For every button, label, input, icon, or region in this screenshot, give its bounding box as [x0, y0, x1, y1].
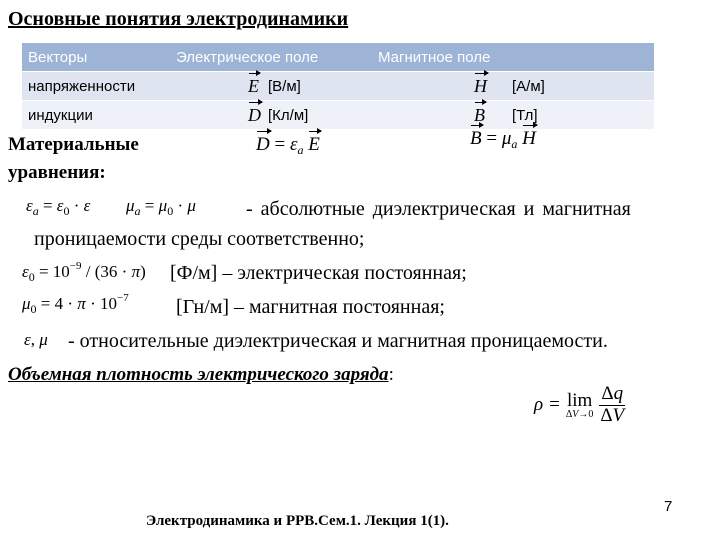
row-label-intensity: напряженности: [28, 78, 136, 95]
formula-abs-mu: $\mu_a = \mu_0 \cdot \mu$: [126, 196, 196, 218]
unit-D: [Кл/м]: [268, 107, 309, 124]
charge-density-colon: :: [388, 364, 394, 385]
unit-B: [Тл]: [512, 107, 538, 124]
relative-permeability-text: - относительные диэлектрическая и магнитная проницаемости.: [68, 330, 608, 352]
page-number: 7: [664, 498, 673, 515]
formula-eps-mu-relative: ε, μ: [24, 330, 48, 349]
header-magnetic-field: Магнитное поле: [378, 49, 491, 66]
charge-density-title: Объемная плотность электрического заряда: [8, 364, 389, 385]
formula-B-eq-mu-H: $B = \mu_a$ H: [470, 128, 536, 151]
vector-E: E: [248, 76, 259, 96]
charge-density-heading: [8, 364, 394, 386]
unit-E: [В/м]: [268, 78, 301, 95]
header-electric-field: Электрическое поле: [176, 49, 319, 66]
footer-text: Электродинамика и РРВ.Сем.1. Лекция 1(1).: [146, 513, 449, 529]
abs-permeability-text-1: - абсолютные диэлектрическая и магнитная: [246, 198, 631, 220]
formula-eps0: $\varepsilon_0 = 10^{-9} / (36 \cdot \pi)$: [22, 260, 146, 284]
vector-D: D: [248, 105, 261, 125]
formula-rho-limit: ρ = lim ΔV→0 $\frac{\Delta q}{\Delta V}$: [534, 383, 625, 426]
table-row: [22, 72, 654, 100]
header-vectors: Векторы: [28, 49, 88, 66]
material-label-line1: Материальные: [8, 134, 139, 155]
eps0-text: [Ф/м] – электрическая постоянная;: [170, 262, 467, 284]
abs-permeability-text-2: проницаемости среды соответственно;: [34, 228, 365, 250]
vector-B: B: [474, 105, 485, 125]
material-label-line2: уравнения:: [8, 162, 106, 183]
formula-D-eq-eps-E: $D = \varepsilon_a$ E: [256, 134, 320, 157]
mu0-text: [Гн/м] – магнитная постоянная;: [176, 296, 445, 318]
unit-H: [А/м]: [512, 78, 545, 95]
row-label-induction: индукции: [28, 107, 93, 124]
table-header-row: [22, 43, 654, 71]
vector-H: H: [474, 76, 487, 96]
table-row: [22, 101, 654, 129]
formula-mu0: $\mu_0 = 4 \cdot \pi \cdot 10^{-7}$: [22, 292, 129, 316]
page-title: Основные понятия электродинамики: [8, 8, 349, 30]
formula-abs-eps: $\varepsilon_a = \varepsilon_0 \cdot \varepsilon$: [26, 196, 91, 218]
